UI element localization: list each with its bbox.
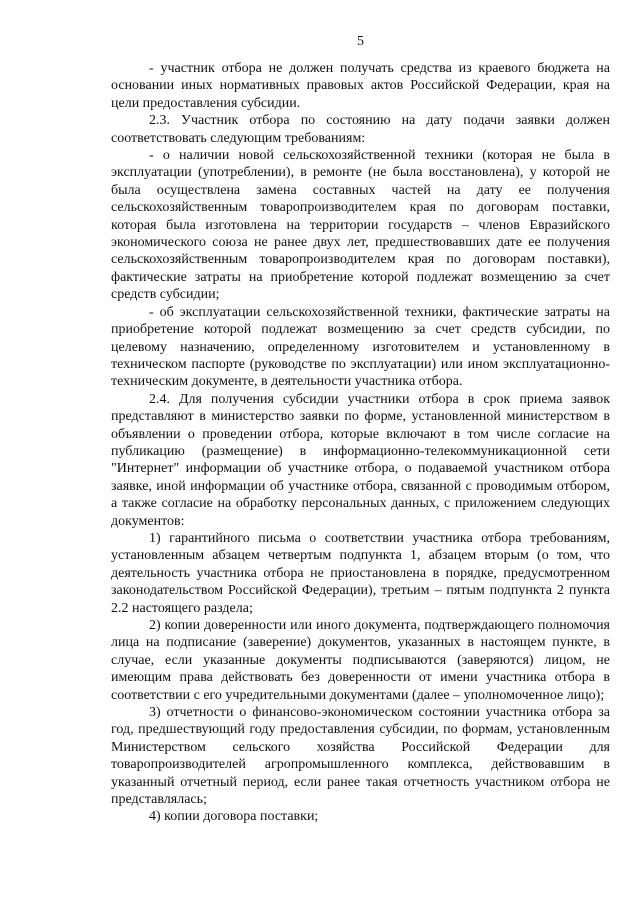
paragraph-machinery-operation: - об эксплуатации сельскохозяйственной техники, фактические затраты на приобретение которой подлежат возмещению за счет средств субсидии, по целевому назначению, определенному изготовителем и установленному в техническом паспорте (руководстве по эксплуатации) или ином эксплуатационно-техническим документе, в деятельности участника отбора. xyxy=(111,304,610,390)
paragraph-new-machinery: - о наличии новой сельскохозяйственной техники (которая не была в эксплуатации (употреблении), в ремонте (не была восстановлена), у которой не была осуществлена замена составных частей на дату ее получения сельскохозяйственным товаропроизводителем края по договорам поставки, которая была изготовлена на территории государств – членов Евразийского экономического союза не ранее двух лет, предшествовавших дате ее получения сельскохозяйственным товаропроизводителем края по договорам поставки), фактические затраты на приобретение которой подлежат возмещению за счет средств субсидии; xyxy=(111,148,610,303)
list-item-3-financial-reporting: 3) отчетности о финансово-экономическом состоянии участника отбора за год, предшествующий году предоставления субсидии, по формам, установленным Министерством сельского хозяйства Российской Федерации для товаропроизводителей агропромышленного комплекса, действовавшим в указанный отчетный период, если ранее такая отчетность участником отбора не представлялась; xyxy=(111,705,610,808)
paragraph-budget-condition: - участник отбора не должен получать средства из краевого бюджета на основании иных нормативных правовых актов Российской Федерации, края на цели предоставления субсидии. xyxy=(111,61,610,111)
list-item-1-guarantee-letter: 1) гарантийного письма о соответствии участника отбора требованиям, установленным абзацем четвертым подпункта 1, абзацем вторым (о том, что деятельность участника отбора не приостановлена в порядке, предусмотренном законодательством Российской Федерации), третьим – пятым подпункта 2 пункта 2.2 настоящего раздела; xyxy=(111,530,610,616)
list-item-4-supply-contract: 4) копии договора поставки; xyxy=(149,809,319,825)
paragraph-2-4: 2.4. Для получения субсидии участники отбора в срок приема заявок представляют в министерство заявки по форме, установленной министерством в объявлении о проведении отбора, которые включают в том числе согласие на публикацию (размещение) в информационно-телекоммуникационной сети "Интернет" информации об участнике отбора, о подаваемой участником отбора заявке, иной информации об участнике отбора, связанной с проводимым отбором, а также согласие на обработку персональных данных, с приложением следующих документов: xyxy=(111,391,610,529)
list-item-2-power-of-attorney: 2) копии доверенности или иного документа, подтверждающего полномочия лица на подписание (заверение) документов, указанных в настоящем пункте, в случае, если указанные документы подписываются (заверяются) лицом, не имеющим права действовать без доверенности от имени участника отбора в соответствии с его учредительными документами (далее – уполномоченное лицо); xyxy=(111,618,610,703)
paragraph-2-3: 2.3. Участник отбора по состоянию на дату подачи заявки должен соответствовать следующим требованиям: xyxy=(111,113,610,146)
page-number: 5 xyxy=(357,34,364,49)
